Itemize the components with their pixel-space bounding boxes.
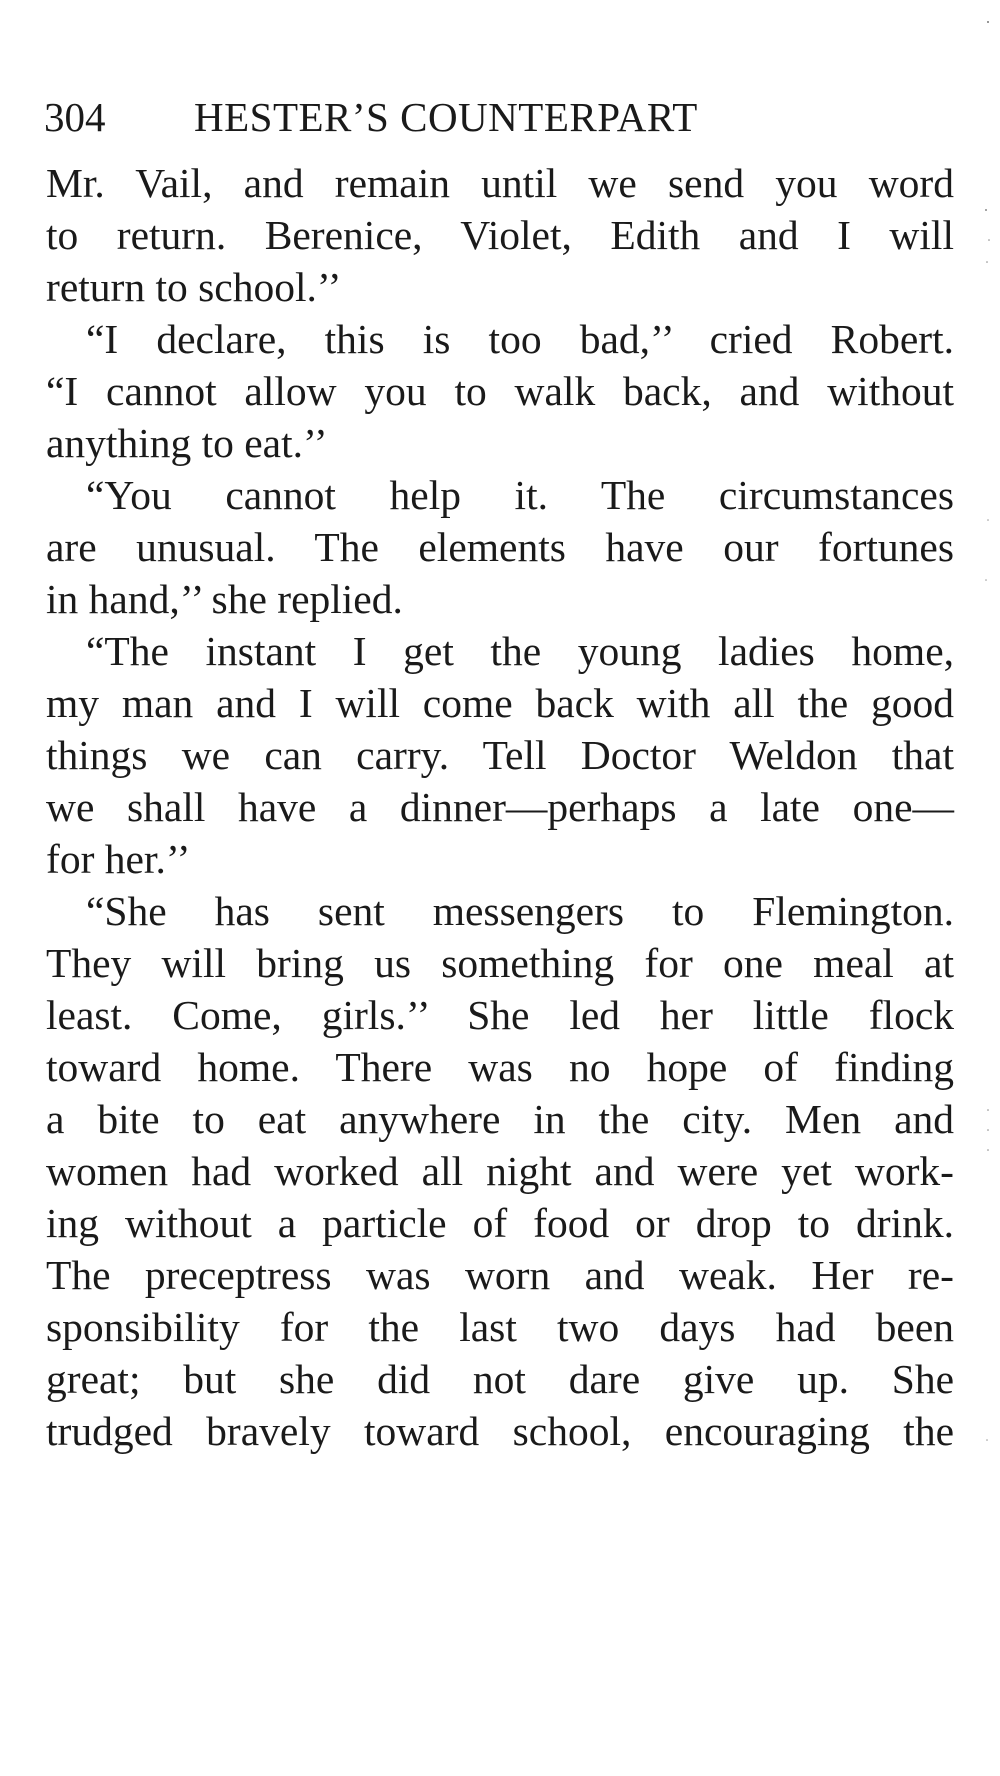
scan-edge-specks bbox=[980, 0, 1000, 1776]
text-line: “The instant I get the young ladies home, bbox=[86, 628, 954, 674]
text-line: toward home. There was no hope of finding bbox=[46, 1044, 954, 1090]
text-line: Mr. Vail, and remain until we send you word bbox=[46, 160, 954, 206]
text-line: least. Come, girls.’’ She led her little flock bbox=[46, 992, 954, 1038]
text-line: my man and I will come back with all the good bbox=[46, 680, 954, 726]
text-line: return to school.’’ bbox=[46, 264, 342, 310]
text-line: “She has sent messengers to Flemington. bbox=[86, 888, 954, 934]
text-line: The preceptress was worn and weak. Her re- bbox=[46, 1252, 954, 1298]
text-line: trudged bravely toward school, encouraging the bbox=[46, 1408, 954, 1454]
text-line: a bite to eat anywhere in the city. Men and bbox=[46, 1096, 954, 1142]
text-line: women had worked all night and were yet work- bbox=[46, 1148, 954, 1194]
text-line: we shall have a dinner—perhaps a late one— bbox=[46, 784, 954, 830]
text-line: sponsibility for the last two days had been bbox=[46, 1304, 954, 1350]
text-line: ing without a particle of food or drop to drink. bbox=[46, 1200, 954, 1246]
page-number: 304 bbox=[44, 94, 106, 140]
text-line: They will bring us something for one meal at bbox=[46, 940, 954, 986]
text-line: great; but she did not dare give up. She bbox=[46, 1356, 954, 1402]
text-line: anything to eat.’’ bbox=[46, 420, 328, 466]
text-line: for her.’’ bbox=[46, 836, 191, 882]
text-line: things we can carry. Tell Doctor Weldon that bbox=[46, 732, 954, 778]
text-line: to return. Berenice, Violet, Edith and I will bbox=[46, 212, 954, 258]
text-line: in hand,’’ she replied. bbox=[46, 576, 403, 622]
text-line: are unusual. The elements have our fortunes bbox=[46, 524, 954, 570]
text-line: “I cannot allow you to walk back, and without bbox=[46, 368, 954, 414]
running-title: HESTER’S COUNTERPART bbox=[194, 94, 698, 140]
page-header bbox=[44, 92, 954, 142]
text-line: “You cannot help it. The circumstances bbox=[86, 472, 954, 518]
text-line: “I declare, this is too bad,’’ cried Robert. bbox=[86, 316, 954, 362]
